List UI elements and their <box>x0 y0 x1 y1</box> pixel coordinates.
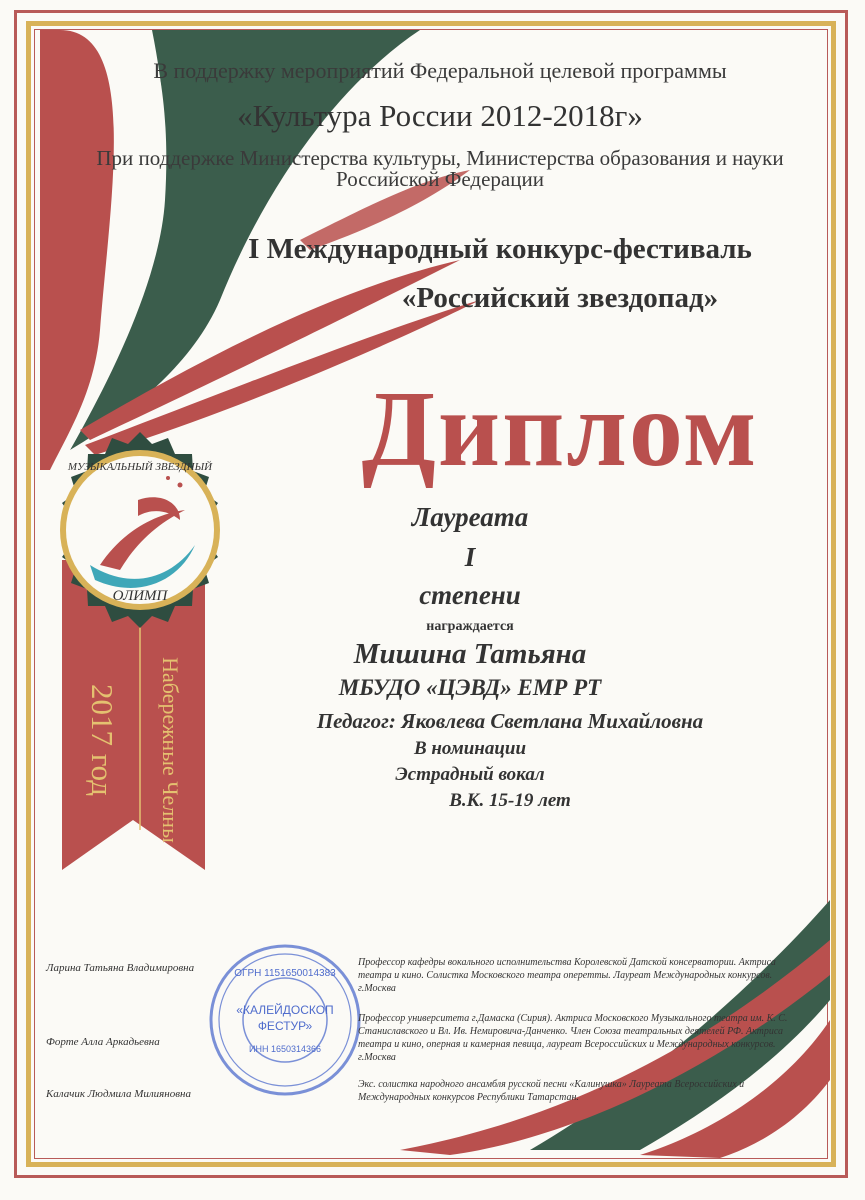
organization-stamp <box>205 940 365 1100</box>
stamp-inn: ИНН 1650314366 <box>248 1044 322 1054</box>
teacher-name: Педагог: Яковлева Светлана Михайловна <box>316 709 704 733</box>
recipient-name: Мишина Татьяна <box>353 638 587 670</box>
jury-desc-3: Экс. солистка народного ансамбля русской песни «Калинушка» Лауреата Всероссийских и Международных конкурсов Республики Татарстан. <box>358 1079 745 1103</box>
festival-name: «Российский звездопад» <box>401 282 719 314</box>
ribbon-year-text: 2017 год <box>85 683 120 797</box>
nomination-value: Эстрадный вокал <box>395 764 545 785</box>
jury-desc-1: Профессор кафедры вокального исполнительства Королевской Датской консерватории. Актриса театра и кино. Солистка Московского театра оперетты. Лауреат Международных конкурсов. г.Москва <box>358 957 776 994</box>
jury-name-1: Ларина Татьяна Владимировна <box>46 962 195 974</box>
header-ministry-support: При поддержке Министерства культуры, Министерства образования и науки Российской Федерации <box>96 146 784 191</box>
degree-number: I <box>464 542 476 572</box>
header-program-support: В поддержку мероприятий Федеральной целевой программы <box>153 58 727 83</box>
jury-desc-2: Профессор университета г.Дамаска (Сирия). Актриса Московского Музыкального театра им. К. С. Станиславского и Вл. Ив. Немировича-Данченко. Член Союза театральных деятелей РФ. Актриса театра и кино, оперная и камерная певица, лауреат Всероссийских и Международных конкурсов. г.Москва <box>358 1013 788 1063</box>
degree-word: степени <box>419 580 521 610</box>
nomination-label: В номинации <box>413 738 527 759</box>
stamp-ogrn: ОГРН 1151650014383 <box>234 968 336 979</box>
stamp-name-1: «КАЛЕЙДОСКОП <box>236 1003 334 1017</box>
emblem-top-text: МУЗЫКАЛЬНЫЙ ЗВЕЗДНЫЙ <box>67 461 213 473</box>
recipient-organization: МБУДО «ЦЭВД» ЕМР РТ <box>338 675 602 700</box>
diploma-title: Диплом <box>361 370 759 489</box>
jury-name-2: Форте Алла Аркадьевна <box>46 1036 160 1048</box>
stamp-name-2: ФЕСТУР» <box>257 1019 313 1033</box>
festival-title: I Международный конкурс-фестиваль <box>248 233 752 265</box>
ribbon-year <box>82 650 122 830</box>
header-program-name: «Культура России 2012-2018г» <box>237 98 643 133</box>
laureate-label: Лауреата <box>411 502 529 532</box>
age-group: В.К. 15-19 лет <box>449 790 571 811</box>
jury-name-3: Калачик Людмила Милияновна <box>46 1088 191 1100</box>
awarded-label: награждается <box>426 619 514 634</box>
ribbon-city <box>150 640 190 860</box>
olimp-emblem <box>40 430 240 630</box>
ribbon-city-text: Набережные Челны <box>158 657 183 843</box>
emblem-bottom-text: ОЛИМП <box>112 588 168 604</box>
